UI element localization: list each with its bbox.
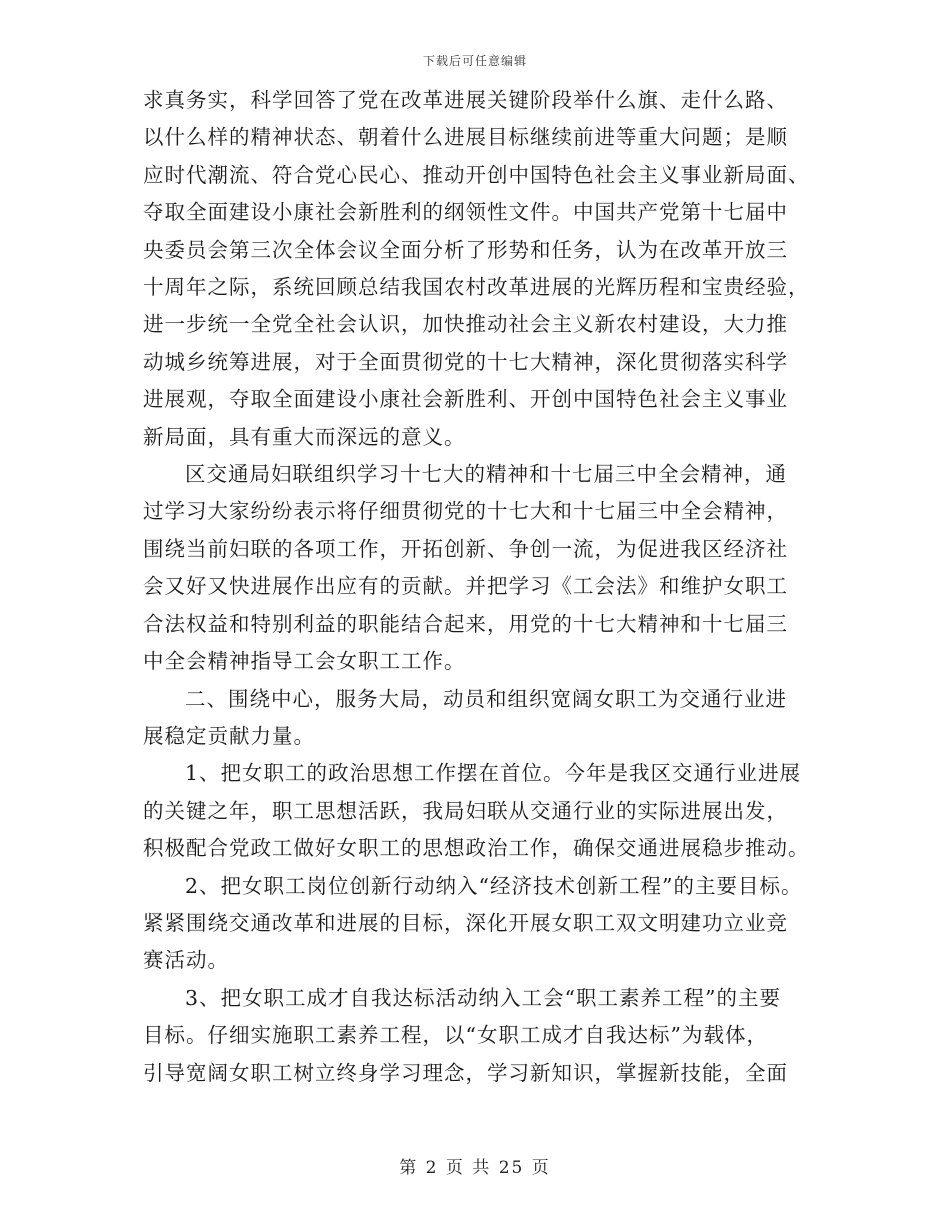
text-line: 过学习大家纷纷表示将仔细贯彻党的十七大和十七届三中全会精神，: [143, 499, 788, 524]
text-line: 进展观，夺取全面建设小康社会新胜利、开创中国特色社会主义事业: [143, 387, 788, 412]
text-line: 中全会精神指导工会女职工工作。: [143, 649, 466, 674]
text-line: 紧紧围绕交通改革和进展的目标，深化开展女职工双文明建功立业竞: [143, 910, 788, 935]
text-line: 央委员会第三次全体会议全面分析了形势和任务，认为在改革开放三: [143, 237, 788, 262]
text-line: 新局面，具有重大而深远的意义。: [143, 424, 466, 449]
text-line: 动城乡统筹进展，对于全面贯彻党的十七大精神，深化贯彻落实科学: [143, 349, 788, 374]
document-body: [143, 82, 823, 1092]
text-line: 夺取全面建设小康社会新胜利的纲领性文件。中国共产党第十七届中: [143, 200, 788, 225]
section-heading-line: 展稳定贡献力量。: [143, 723, 315, 748]
paragraph-start-line: 3、把女职工成才自我达标活动纳入工会“职工素养工程”的主要: [185, 985, 782, 1010]
text-line: 合法权益和特别利益的职能结合起来，用党的十七大精神和十七届三: [143, 611, 788, 636]
text-line: 积极配合党政工做好女职工的思想政治工作，确保交通进展稳步推动。: [143, 836, 810, 861]
text-line: 会又好又快进展作出应有的贡献。并把学习《工会法》和维护女职工: [143, 574, 788, 599]
text-line: 的关键之年，职工思想活跃，我局妇联从交通行业的实际进展出发，: [143, 798, 788, 823]
paragraph-start-line: 区交通局妇联组织学习十七大的精神和十七届三中全会精神，通: [185, 462, 787, 487]
text-line: 围绕当前妇联的各项工作，开拓创新、争创一流，为促进我区经济社: [143, 536, 788, 561]
text-line: 赛活动。: [143, 948, 229, 973]
text-line: 目标。仔细实施职工素养工程，以“女职工成才自我达标”为载体，: [143, 1023, 768, 1048]
text-line: 以什么样的精神状态、朝着什么进展目标继续前进等重大问题；是顺: [143, 125, 788, 150]
section-heading-line: 二、围绕中心，服务大局，动员和组织宽阔女职工为交通行业进: [185, 686, 787, 711]
text-line: 引导宽阔女职工树立终身学习理念，学习新知识，掌握新技能，全面: [143, 1060, 788, 1085]
text-line: 进一步统一全党全社会认识，加快推动社会主义新农村建设，大力推: [143, 312, 788, 337]
paragraph-start-line: 2、把女职工岗位创新行动纳入“经济技术创新工程”的主要目标。: [185, 873, 803, 898]
text-line: 十周年之际，系统回顾总结我国农村改革进展的光辉历程和宝贵经验，: [143, 275, 810, 300]
paragraph-start-line: 1、把女职工的政治思想工作摆在首位。今年是我区交通行业进展: [185, 761, 802, 786]
header-note: 下载后可任意编辑: [422, 54, 527, 68]
text-line: 应时代潮流、符合党心民心、推动开创中国特色社会主义事业新局面、: [143, 162, 810, 187]
text-line: 求真务实，科学回答了党在改革进展关键阶段举什么旗、走什么路、: [143, 88, 788, 112]
page-number-footer: 第 2 页 共 25 页: [399, 1158, 551, 1178]
